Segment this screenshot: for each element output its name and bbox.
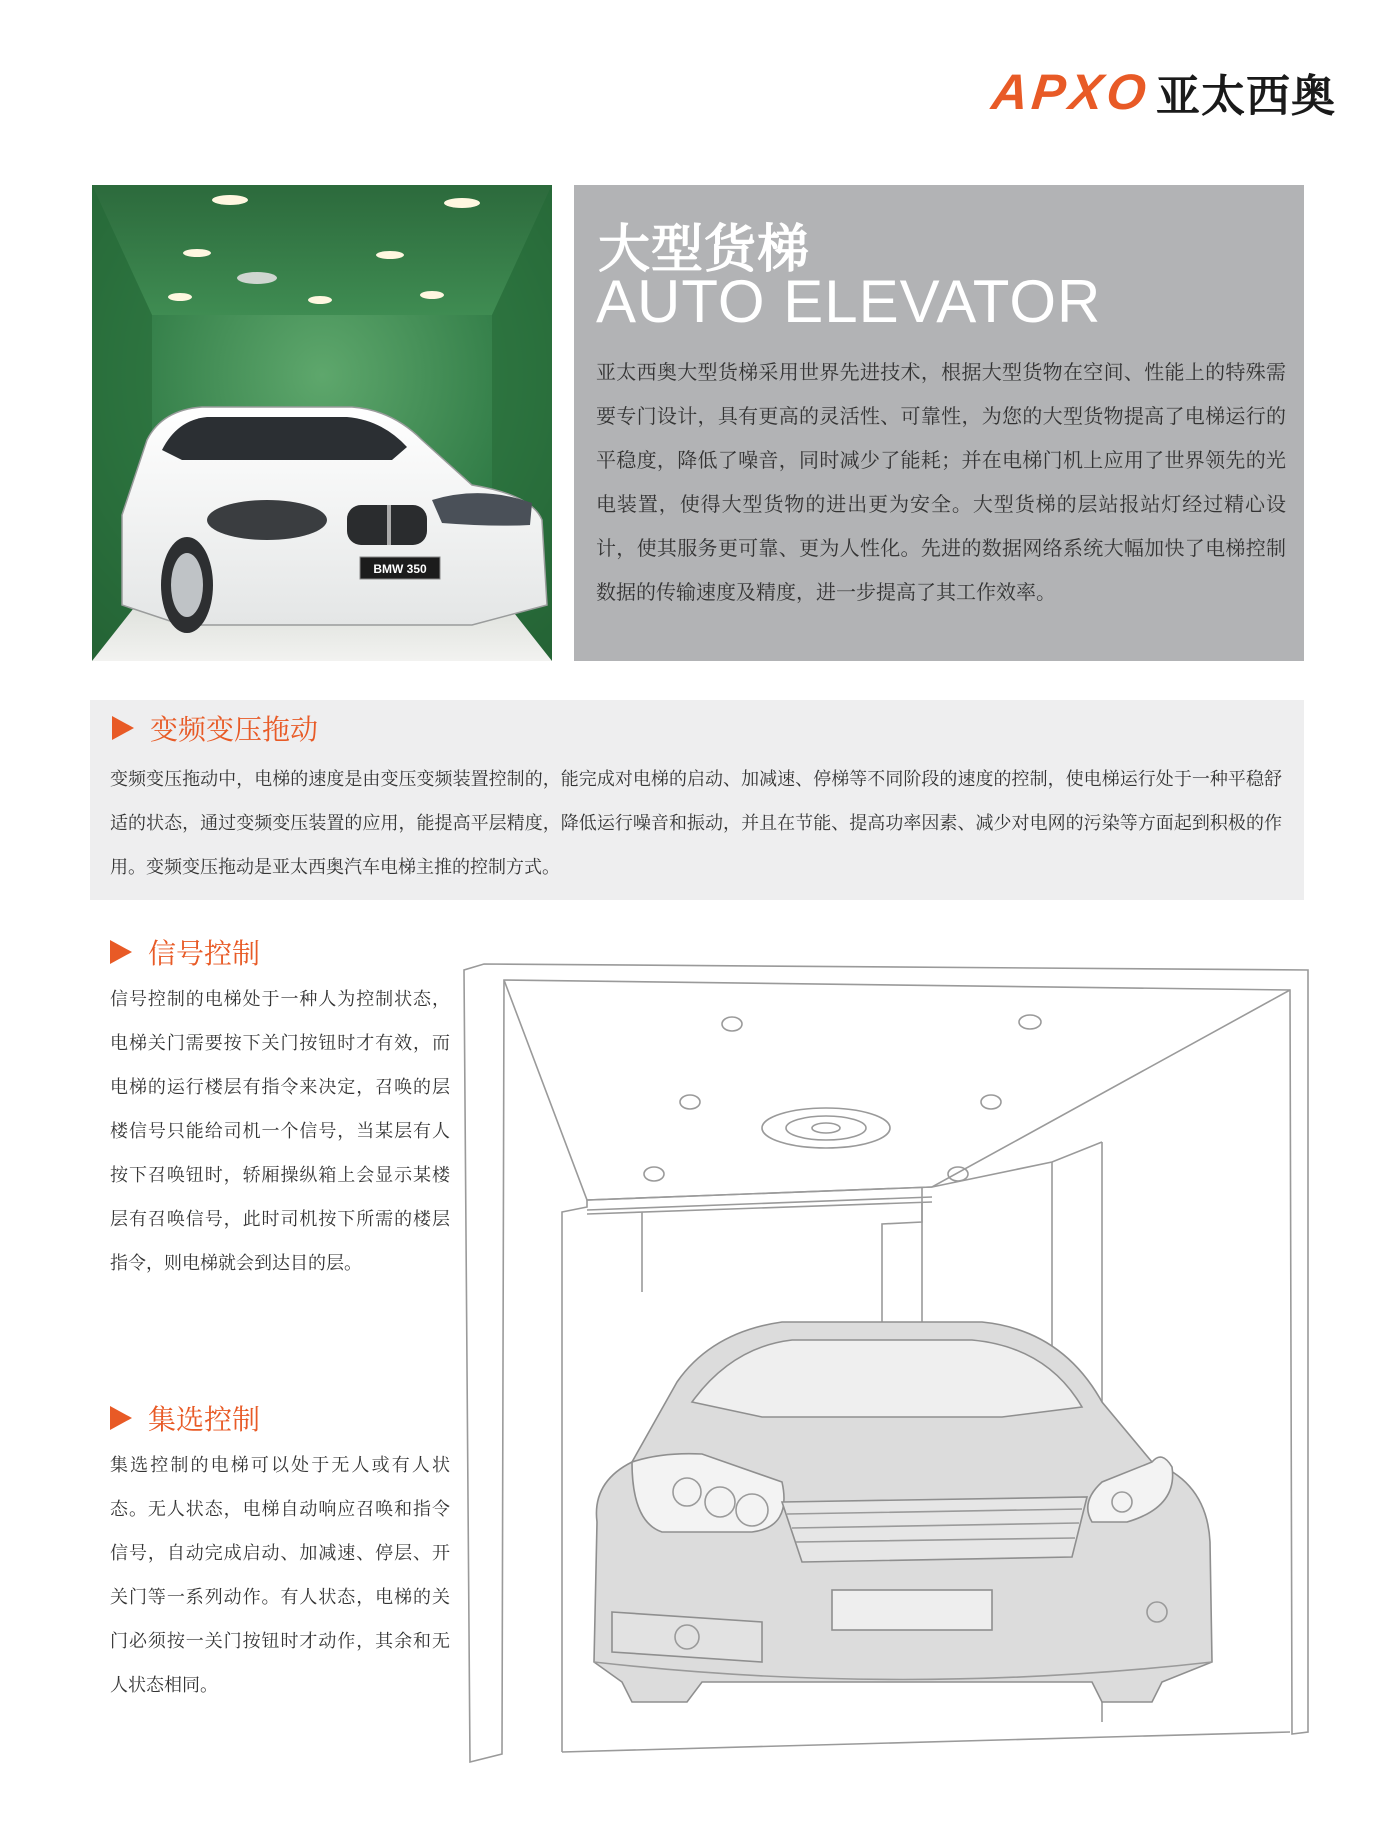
section-paragraph: 集选控制的电梯可以处于无人或有人状态。无人状态，电梯自动响应召唤和指令信号，自动完成启动、加减速、停层、开关门等一系列动作。有人状态，电梯的关门必须按一关门按钮时才动作，其余和无人状态相同。 <box>110 1455 450 1696</box>
section-title: 变频变压拖动 <box>150 713 319 746</box>
intro-panel <box>574 185 1304 661</box>
section-collective-control <box>110 1398 450 1708</box>
brand-logo <box>989 62 1336 122</box>
triangle-right-icon <box>112 716 134 740</box>
page-title-english: AUTO ELEVATOR <box>596 268 1102 335</box>
section-title: 信号控制 <box>148 937 261 970</box>
triangle-right-icon <box>110 1406 132 1430</box>
section-signal-control <box>110 932 450 1286</box>
license-plate-text: BMW 350 <box>373 562 427 576</box>
intro-paragraph: 亚太西奥大型货梯采用世界先进技术，根据大型货物在空间、性能上的特殊需要专门设计，具有更高的灵活性、可靠性，为您的大型货物提高了电梯运行的平稳度，降低了噪音，同时减少了能耗；并在电梯门机上应用了世界领先的光电装置，使得大型货物的进出更为安全。大型货梯的层站报站灯经过精心设计，使其服务更可靠、更为人性化。先进的数据网络系统大幅加快了电梯控制数据的传输速度及精度，进一步提高了其工作效率。 <box>596 360 1286 604</box>
section-vvvf-drive <box>90 700 1304 900</box>
triangle-right-icon <box>110 940 132 964</box>
section-heading <box>110 932 450 972</box>
page-title-chinese: 大型货梯 <box>598 220 811 280</box>
logo-chinese: 亚太西奥 <box>1156 71 1336 122</box>
section-heading <box>112 708 318 748</box>
section-paragraph: 变频变压拖动中，电梯的速度是由变压变频装置控制的，能完成对电梯的启动、加减速、停梯等不同阶段的速度的控制，使电梯运行处于一种平稳舒适的状态，通过变频变压装置的应用，能提高平层精度，降低运行噪音和振动，并且在节能、提高功率因素、减少对电网的污染等方面起到积极的作用。变频变压拖动是亚太西奥汽车电梯主推的控制方式。 <box>110 769 1282 878</box>
elevator-car-line-drawing <box>462 962 1322 1782</box>
section-title: 集选控制 <box>148 1403 261 1436</box>
hero-photo-car-in-elevator <box>92 185 552 661</box>
section-paragraph: 信号控制的电梯处于一种人为控制状态，电梯关门需要按下关门按钮时才有效，而电梯的运行楼层有指令来决定，召唤的层楼信号只能给司机一个信号，当某层有人按下召唤钮时，轿厢操纵箱上会显示某楼层有召唤信号，此时司机按下所需的楼层指令，则电梯就会到达目的层。 <box>110 989 450 1274</box>
logo-latin: APXO <box>989 64 1153 120</box>
section-heading <box>110 1398 450 1438</box>
